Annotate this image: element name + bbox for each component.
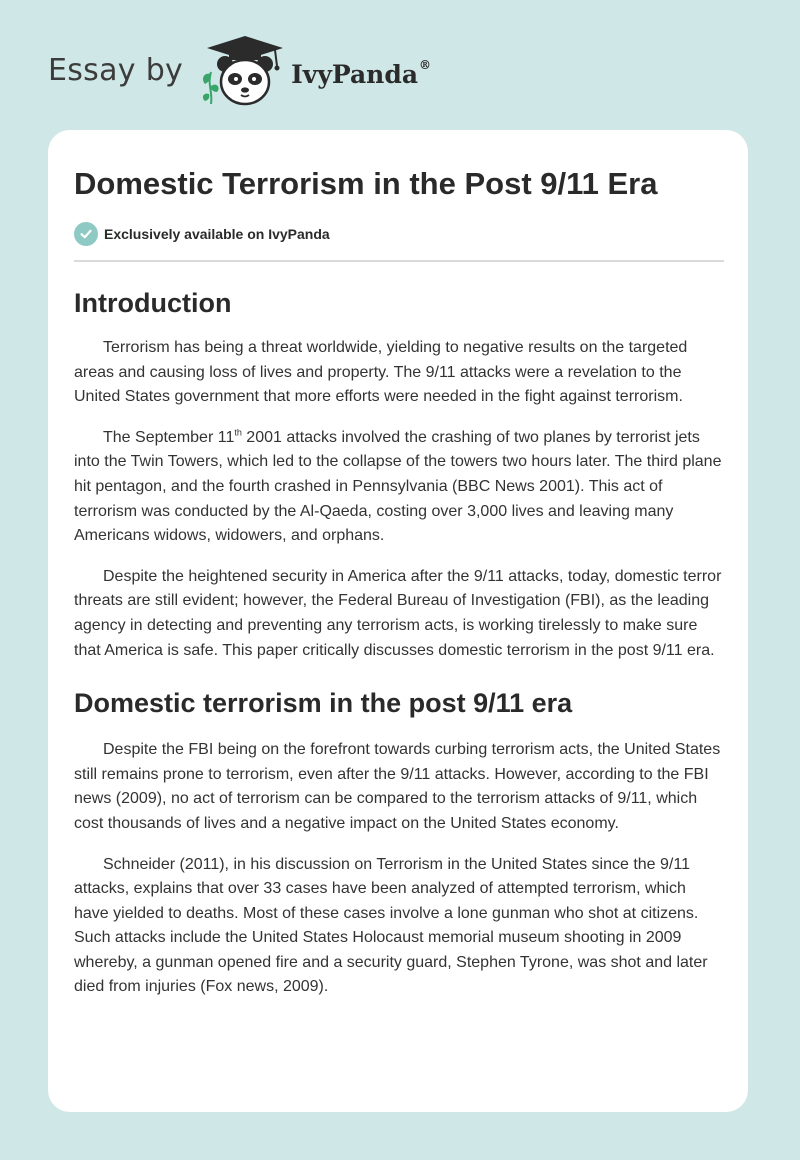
section-body: [74, 738, 724, 1000]
brand-prefix: Essay by: [48, 52, 184, 88]
paragraph: Despite the FBI being on the forefront towards curbing terrorism acts, the United States still remains prone to terrorism, even after the 9/11 attacks. However, according to the FBI news (2009), no act of terrorism can be compared to the terrorism attacks of 9/11, which cost thousands of lives and a negative impact on the United States economy.: [74, 741, 721, 832]
section-body: [74, 336, 724, 663]
essay-card: [48, 130, 748, 1112]
essay-content: [74, 164, 724, 1016]
divider: [74, 260, 724, 262]
badge-text: Exclusively available on IvyPanda: [104, 226, 330, 242]
paragraph: Despite the heightened security in America after the 9/11 attacks, today, domestic terror threats are still evident; however, the Federal Bureau of Investigation (FBI), as the leading agency in detecting and preventing any terrorism acts, is working tirelessly to make sure that America is safe. This paper critically discusses domestic terrorism in the post 9/11 era.: [74, 567, 722, 659]
page-title: Domestic Terrorism in the Post 9/11 Era: [74, 166, 658, 201]
section-introduction: [74, 286, 724, 663]
check-icon: [74, 222, 98, 246]
brand-name: IvyPanda®: [291, 57, 432, 89]
section-heading: Domestic terrorism in the post 9/11 era: [74, 688, 573, 719]
brand-header[interactable]: [48, 34, 431, 108]
paragraph: Terrorism has being a threat worldwide, yielding to negative results on the targeted areas and causing loss of lives and property. The 9/11 attacks were a revelation to the United States government that more efforts were needed in the fight against terrorism.: [74, 339, 688, 406]
superscript: th: [234, 427, 242, 438]
section-domestic-terrorism: [74, 686, 724, 1000]
paragraph: The September 11th 2001 attacks involved the crashing of two planes by terrorist jets into the Twin Towers, which led to the collapse of the towers two hours later. The third plane hit pentagon, and the fourth crashed in Pennsylvania (BBC News 2001). This act of terrorism was conducted by the Al-Qaeda, costing over 3,000 lives and leaving many Americans widows, widowers, and orphans.: [74, 427, 722, 545]
ivypanda-logo-icon: [197, 34, 287, 108]
registered-mark: ®: [419, 57, 432, 72]
section-heading: Introduction: [74, 288, 232, 318]
paragraph: Schneider (2011), in his discussion on Terrorism in the United States since the 9/11 attacks, explains that over 33 cases have been analyzed of attempted terrorism, which have yielded to deaths. Most of these cases involve a lone gunman who shot at citizens. Such attacks include the United States Holocaust memorial museum shooting in 2009 whereby, a gunman opened fire and a security guard, Stephen Tyrone, was shot and later died from injuries (Fox news, 2009).: [74, 855, 708, 996]
exclusive-badge: [74, 222, 724, 246]
